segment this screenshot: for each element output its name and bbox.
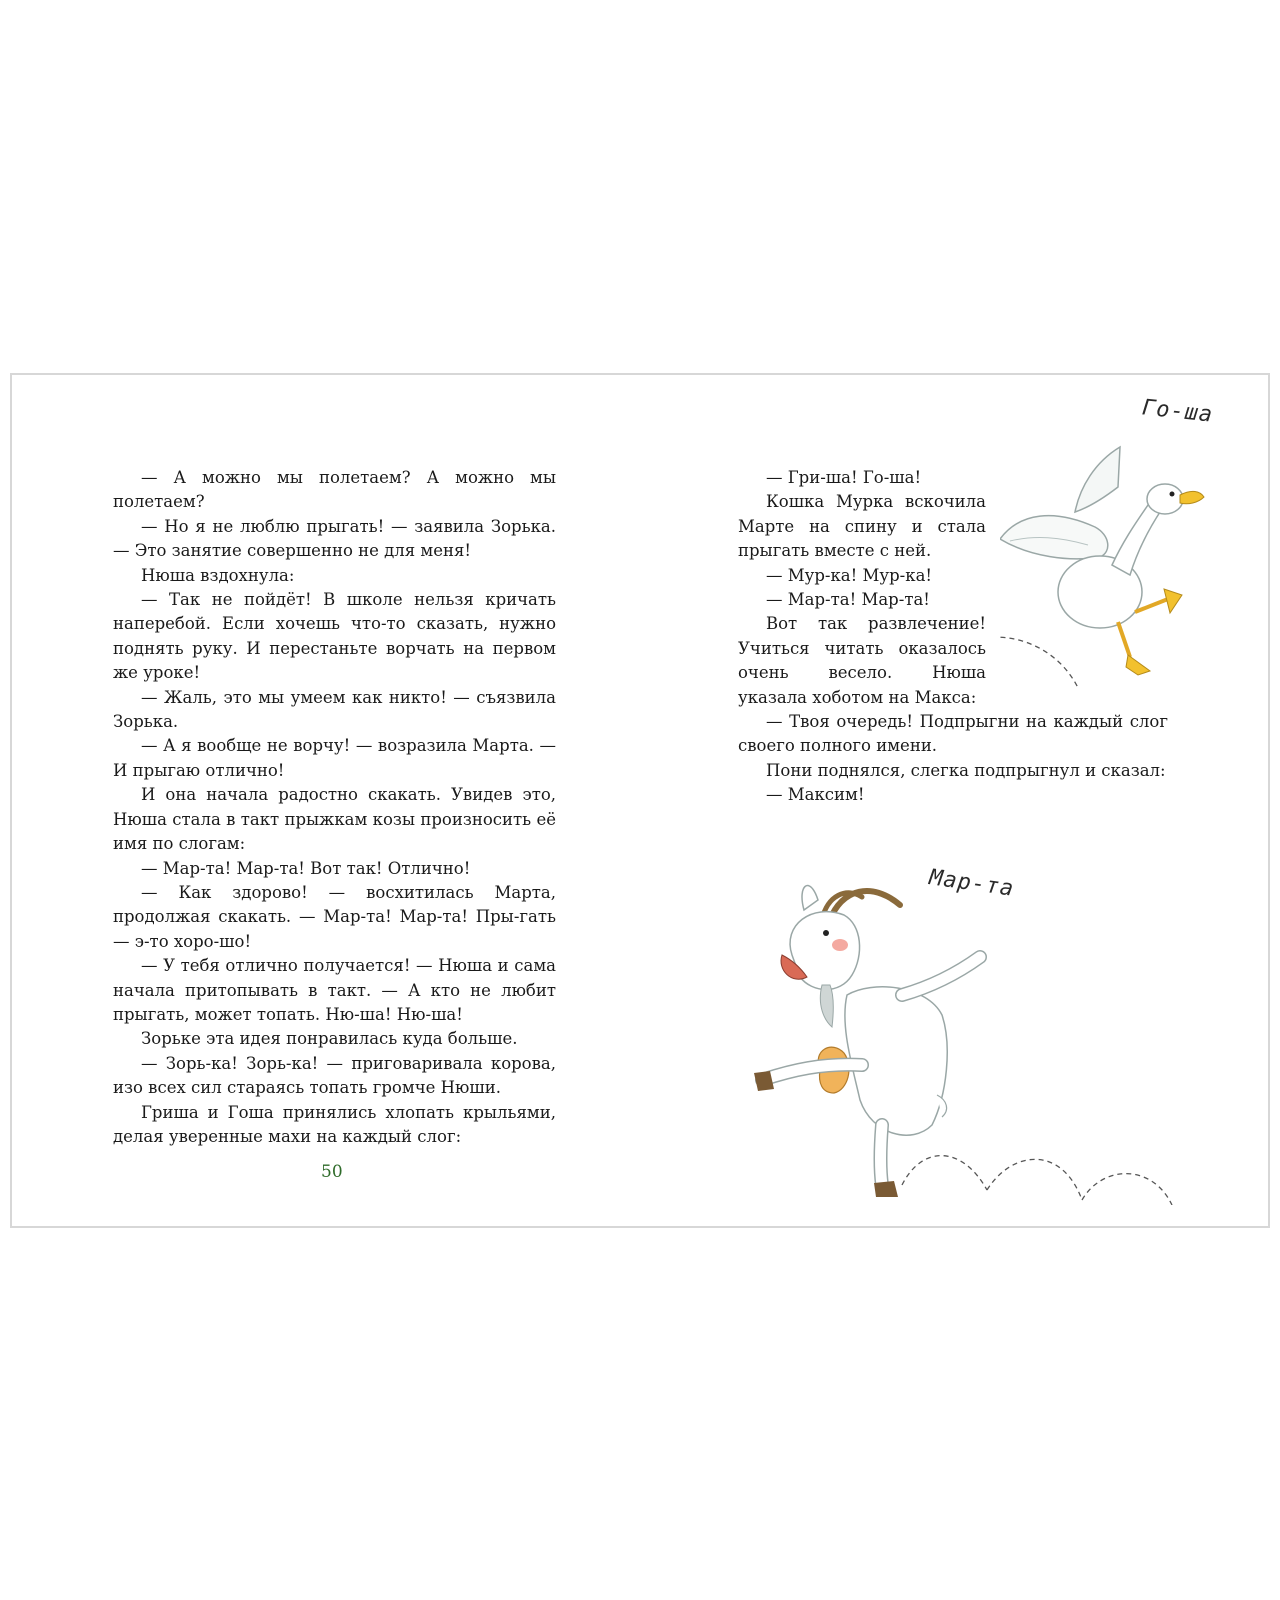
paragraph: — Максим! (766, 785, 865, 805)
goose-illustration (1000, 417, 1210, 689)
paragraph: — Мар-та! Мар-та! Вот так! Отлично! (141, 858, 471, 878)
goat-illustration (752, 845, 1202, 1205)
text-beside-illustration (738, 466, 986, 710)
paragraph: Зорьке эта идея понравилась куда больше. (141, 1029, 518, 1049)
paragraph: — Гри-ша! Го-ша! (766, 468, 922, 487)
paragraph: — А можно мы полетаем? А можно мы полетаем? (113, 468, 556, 512)
goat-name-label: Мар-та (927, 865, 1016, 902)
left-page-text (113, 466, 556, 1149)
paragraph: Кошка Мурка вскочила Марте на спину и стала прыгать вместе с ней. (738, 492, 986, 561)
paragraph: Гриша и Гоша принялись хлопать крыльями, делая уверенные махи на каждый слог: (113, 1102, 556, 1146)
paragraph: И она начала радостно скакать. Увидев это, Нюша стала в такт прыжкам козы произносить её имя по слогам: (113, 785, 556, 854)
paragraph: Пони поднялся, слегка подпрыгнул и сказал: (766, 760, 1166, 780)
paragraph: — Как здорово! — восхитилась Марта, продолжая скакать. — Мар-та! Мар-та! Пры-гать — э-то хоро-шо! (113, 882, 556, 951)
paragraph: — Мур-ка! Мур-ка! (766, 565, 933, 585)
paragraph: — Жаль, это мы умеем как никто! — съязвила Зорька. (113, 687, 556, 732)
paragraph: — Так не пойдёт! В школе нельзя кричать наперебой. Если хочешь что-то сказать, нужно поднять руку. И перестаньте ворчать на первом же уроке! (113, 590, 556, 683)
paragraph: — Мар-та! Мар-та! (766, 590, 930, 610)
page-number: 50 (321, 1162, 343, 1182)
paragraph: — У тебя отлично получается! — Нюша и сама начала притопывать в такт. — А кто не любит прыгать, может топать. Ню-ша! Ню-ша! (113, 956, 556, 1024)
paragraph: — Зорь-ка! Зорь-ка! — приговаривала корова, изо всех сил стараясь топать громче Нюши. (113, 1053, 556, 1098)
paragraph: Нюша вздохнула: (141, 565, 295, 585)
book-spread (10, 373, 1270, 1228)
goose-name-label: Го-ша (1140, 395, 1215, 428)
paragraph: — А я вообще не ворчу! — возразила Марта. — И прыгаю отлично! (113, 736, 556, 780)
paragraph: — Твоя очередь! Подпрыгни на каждый слог своего полного имени. (738, 712, 1168, 756)
paragraph: Вот так развлечение! Учиться читать оказалось очень весело. Нюша указала хоботом на Макса: (738, 614, 986, 707)
paragraph: — Но я не люблю прыгать! — заявила Зорька. — Это занятие совершенно не для меня! (113, 516, 556, 561)
